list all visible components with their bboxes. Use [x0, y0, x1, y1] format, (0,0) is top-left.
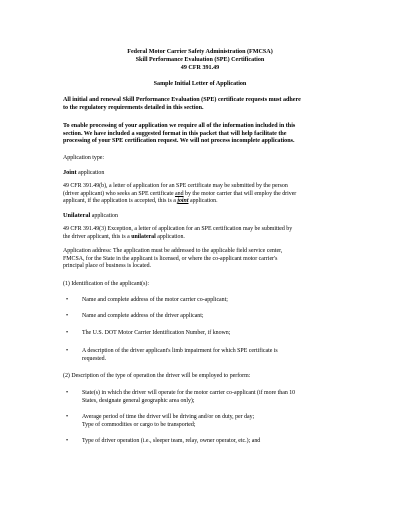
header-agency: Federal Motor Carrier Safety Administration (FMCSA) [127, 49, 273, 55]
intro-2-line-3: processing of your SPE certification request. We will not process incomplete applications. [63, 138, 295, 144]
unilateral-heading-rest: application [90, 213, 118, 219]
address-line-3: principal place of business is located. [63, 263, 152, 269]
intro-2-line-1: To enable processing of your application we require all of the information included in this [63, 123, 296, 129]
joint-line-2-a: (driver applicant) who seeks an SPE certificate [63, 190, 176, 197]
address-line-2: FMCSA, for the State in the applicant is licensed, or where the co-applicant motor carrier's [63, 255, 278, 262]
unilateral-heading [63, 212, 118, 221]
section-1-item-4-line-2: requested. [82, 355, 107, 362]
intro-1-line-2: to the regulatory requirements detailed in this section. [63, 104, 204, 111]
section-2-item-3: Type of driver operation (i.e., sleeper team, relay, owner operator, etc.); and [82, 438, 261, 444]
address-line-1: Application address: The application must be addressed to the applicable field service center, [63, 248, 283, 254]
section-2-item-1-line-2: States, designate general geographic area only); [82, 397, 195, 404]
section-1-item-1: Name and complete address of the motor carrier co-applicant; [82, 297, 228, 303]
joint-line-2 [63, 191, 296, 199]
unilateral-heading-bold: Unilateral [63, 212, 91, 219]
bullet-icon: • [66, 330, 69, 336]
header-regulation: 49 CFR 391.49 [180, 65, 220, 71]
unilateral-line-2-a: the driver applicant, this is a [63, 233, 132, 240]
section-1-heading: (1) Identification of the applicant(s): [63, 281, 150, 287]
intro-1-line-1: All initial and renewal Skill Performance Evaluation (SPE) certificate requests must adhere [63, 97, 301, 103]
joint-heading-bold: Joint [63, 169, 77, 176]
bullet-icon: • [66, 390, 69, 396]
unilateral-line-2-bold: unilateral [131, 233, 156, 240]
document-title: Sample Initial Letter of Application [153, 81, 247, 87]
joint-line-3-a: applicant, if the application is accepted, this is a [63, 198, 178, 204]
joint-line-2-and: and [175, 190, 184, 197]
bullet-icon: • [66, 313, 69, 319]
section-1-item-4-line-1: A description of the driver applicant's limb impairment for which SPE certificate is [82, 348, 278, 354]
section-2-item-1-line-1: State(s) in which the driver will operate for the motor carrier co-applicant (if more than 10 [82, 390, 296, 396]
section-2-item-2-line-2: Type of commodities or cargo to be transported; [82, 421, 196, 428]
section-2-item-2-line-1: Average period of time the driver will be driving and/or on duty, per day; [82, 414, 255, 420]
bullet-icon: • [66, 438, 69, 444]
bullet-icon: • [66, 297, 69, 303]
bullet-icon: • [66, 414, 69, 420]
joint-line-3-b: application. [188, 198, 218, 204]
unilateral-line-2 [63, 234, 185, 242]
joint-heading [63, 169, 104, 178]
joint-heading-rest: application [76, 170, 105, 176]
bullet-icon: • [66, 348, 69, 354]
section-1-item-2: Name and complete address of the driver applicant; [82, 313, 204, 319]
section-2-heading: (2) Description of the type of operation the driver will be employed to perform: [63, 373, 251, 379]
unilateral-line-2-b: application. [155, 233, 185, 240]
unilateral-line-1: 49 CFR 391.49(3) Exception, a letter of application for an SPE certification may be submitted by [63, 226, 293, 232]
joint-line-1: 49 CFR 391.49(b), a letter of application for an SPE certificate may be submitted by the person [63, 183, 288, 189]
section-1-item-3: The U.S. DOT Motor Carrier Identification Number, if known; [82, 330, 231, 336]
header-program: Skill Performance Evaluation (SPE) Certification [135, 57, 265, 63]
joint-line-3-joint: joint [177, 198, 189, 204]
application-type-label: Application type: [63, 155, 105, 161]
joint-line-3 [63, 198, 218, 206]
joint-line-2-b: by the motor carrier that will employ the driver [183, 190, 297, 197]
intro-2-line-2: section. We have included a suggested format in this packet that will help facilitate the [63, 130, 287, 137]
